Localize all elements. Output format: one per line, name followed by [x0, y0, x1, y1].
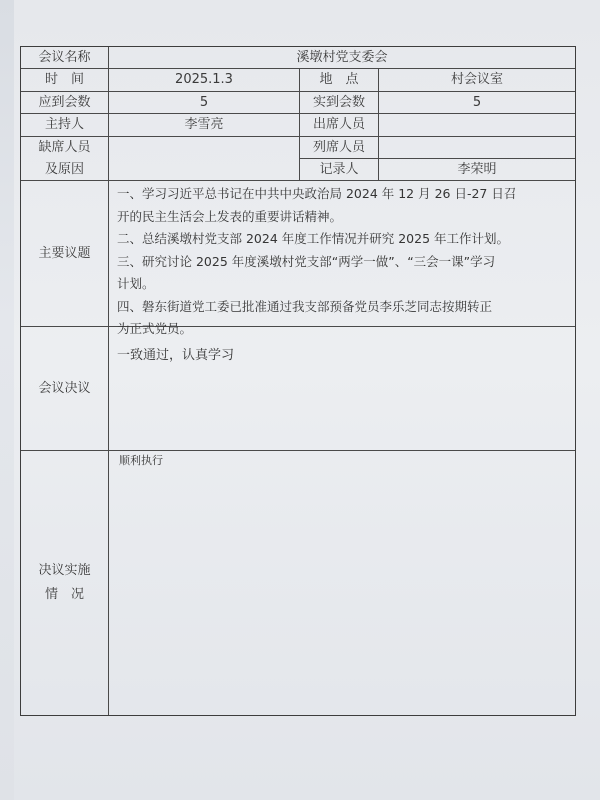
implementation-label-line2: 情 况: [44, 587, 84, 602]
implementation-text: 顺利执行: [119, 454, 163, 467]
resolution-cell: [109, 327, 575, 451]
topic-line: 开的民主生活会上发表的重要讲话精神。: [117, 208, 343, 224]
expected-count-value: 5: [109, 92, 300, 114]
host-value: 李雪亮: [109, 114, 300, 137]
topics-label: 主要议题: [21, 181, 109, 327]
topic-line: 计划。: [117, 276, 155, 291]
topics-text: [117, 183, 569, 341]
attendees-value: [379, 114, 575, 137]
expected-count-label: 应到会数: [21, 92, 109, 114]
recorder-label: 记录人: [300, 159, 379, 181]
meeting-name-label: 会议名称: [21, 47, 109, 69]
implementation-label: [21, 451, 109, 715]
absent-label-line1: 缺席人员: [38, 139, 91, 155]
topics-cell: [109, 181, 575, 336]
absent-label-line2: 及原因: [44, 161, 84, 177]
observers-label: 列席人员: [300, 137, 379, 159]
recorder-value: 李荣明: [379, 159, 575, 181]
topic-line: 三、研究讨论 2025 年度溪墩村党支部“两学一做”、“三会一课”学习: [117, 253, 496, 269]
time-value: 2025.1.3: [109, 69, 300, 92]
absent-label: [21, 137, 109, 181]
attendees-label: 出席人员: [300, 114, 379, 137]
implementation-label-line1: 决议实施: [38, 563, 91, 578]
absent-value: [109, 137, 300, 181]
topic-line: 为正式党员。: [117, 321, 193, 336]
observers-value: [379, 137, 575, 159]
actual-count-value: 5: [379, 92, 575, 114]
topic-line: 一、学习习近平总书记在中共中央政治局 2024 年 12 月 26 日-27 日召: [117, 186, 517, 201]
meeting-record-table: [20, 46, 576, 716]
meeting-name-value: 溪墩村党支委会: [109, 47, 575, 69]
topic-line: 二、总结溪墩村党支部 2024 年度工作情况并研究 2025 年工作计划。: [117, 231, 510, 246]
place-label: 地 点: [300, 69, 379, 92]
actual-count-label: 实到会数: [300, 92, 379, 114]
resolution-text: 一致通过，认真学习: [117, 348, 235, 363]
implementation-cell: [109, 451, 575, 715]
topic-line: 四、磐东街道党工委已批准通过我支部预备党员李乐芝同志按期转正: [117, 298, 493, 314]
time-label: 时 间: [21, 69, 109, 92]
host-label: 主持人: [21, 114, 109, 137]
place-value: 村会议室: [379, 69, 575, 92]
resolution-label: 会议决议: [21, 327, 109, 451]
